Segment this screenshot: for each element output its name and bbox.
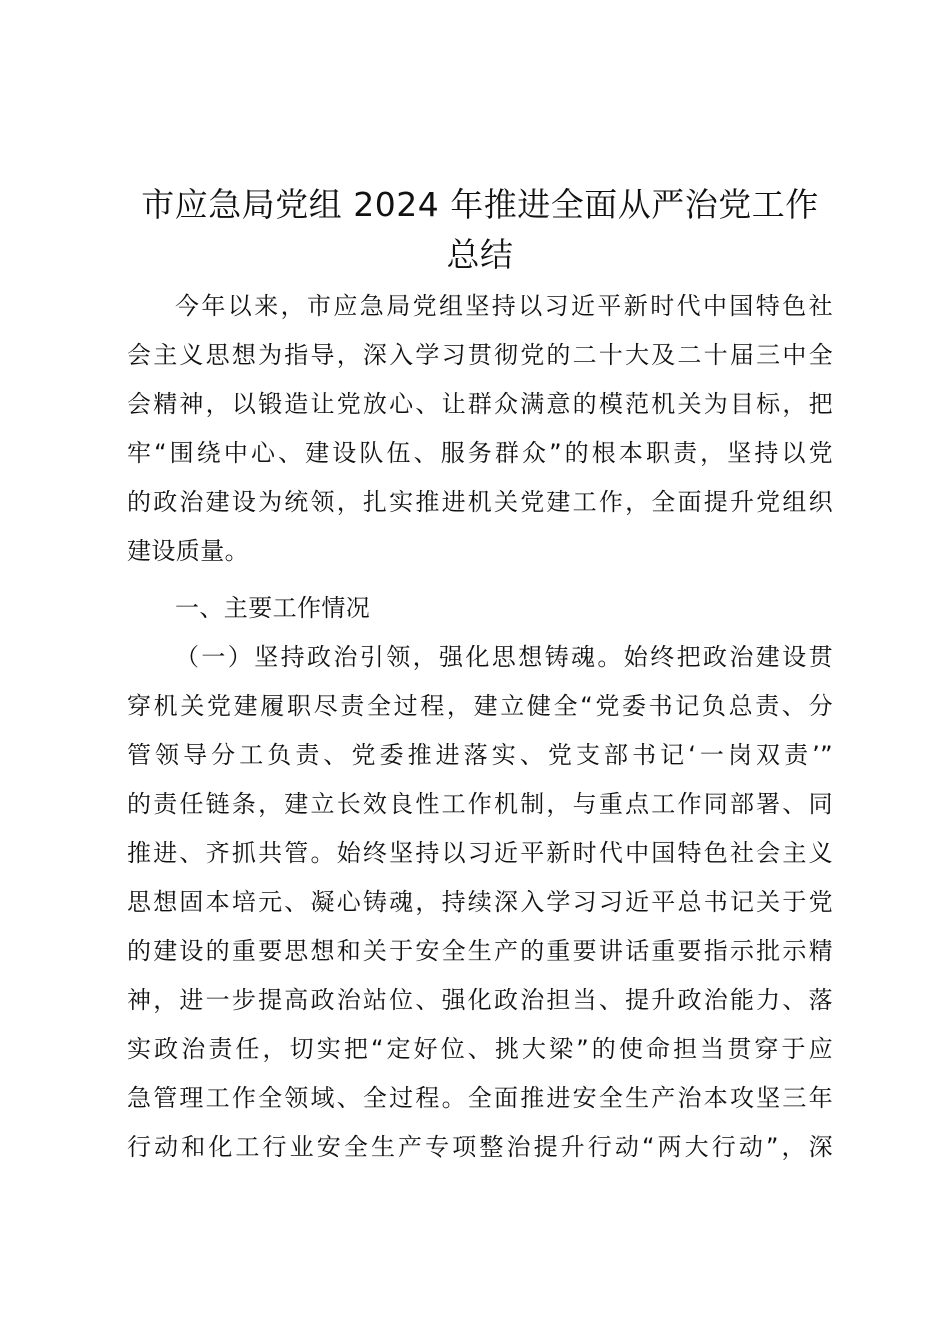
paragraph-line: 推进、齐抓共管。始终坚持以习近平新时代中国特色社会主义 [127, 839, 833, 867]
paragraph-line: 会精神，以锻造让党放心、让群众满意的模范机关为目标，把 [127, 390, 833, 418]
paragraph-line: 思想固本培元、凝心铸魂，持续深入学习习近平总书记关于党 [127, 888, 833, 916]
paragraph-line: 的政治建设为统领，扎实推进机关党建工作，全面提升党组织 [127, 488, 833, 516]
paragraph-line: 的责任链条，建立长效良性工作机制，与重点工作同部署、同 [127, 790, 833, 818]
paragraph-line: 神，进一步提高政治站位、强化政治担当、提升政治能力、落 [127, 986, 833, 1014]
subsection-paragraph [127, 633, 833, 1172]
paragraph-line: 实政治责任，切实把“定好位、挑大梁”的使命担当贯穿于应 [127, 1035, 833, 1063]
paragraph-line: 的建设的重要思想和关于安全生产的重要讲话重要指示批示精 [127, 937, 833, 965]
title-line-2: 总结 [446, 235, 514, 274]
paragraph-line: 行动和化工行业安全生产专项整治提升行动“两大行动”，深 [127, 1133, 833, 1161]
paragraph-line: （一）坚持政治引领，强化思想铸魂。始终把政治建设贯 [175, 643, 833, 671]
title-line-1: 市应急局党组 2024 年推进全面从严治党工作 [141, 185, 819, 224]
paragraph-line: 今年以来，市应急局党组坚持以习近平新时代中国特色社 [175, 292, 833, 320]
paragraph-line: 管领导分工负责、党委推进落实、党支部书记‘一岗双责’” [127, 741, 833, 769]
document-body [127, 282, 833, 1172]
paragraph-line: 会主义思想为指导，深入学习贯彻党的二十大及二十届三中全 [127, 341, 833, 369]
paragraph-line: 牢“围绕中心、建设队伍、服务群众”的根本职责，坚持以党 [127, 439, 833, 467]
intro-paragraph [127, 282, 833, 576]
section-heading: 一、主要工作情况 [175, 594, 371, 622]
paragraph-line: 急管理工作全领域、全过程。全面推进安全生产治本攻坚三年 [127, 1084, 833, 1112]
paragraph-line: 穿机关党建履职尽责全过程，建立健全“党委书记负总责、分 [127, 692, 833, 720]
document-title [120, 180, 840, 280]
paragraph-line: 建设质量。 [127, 537, 249, 565]
